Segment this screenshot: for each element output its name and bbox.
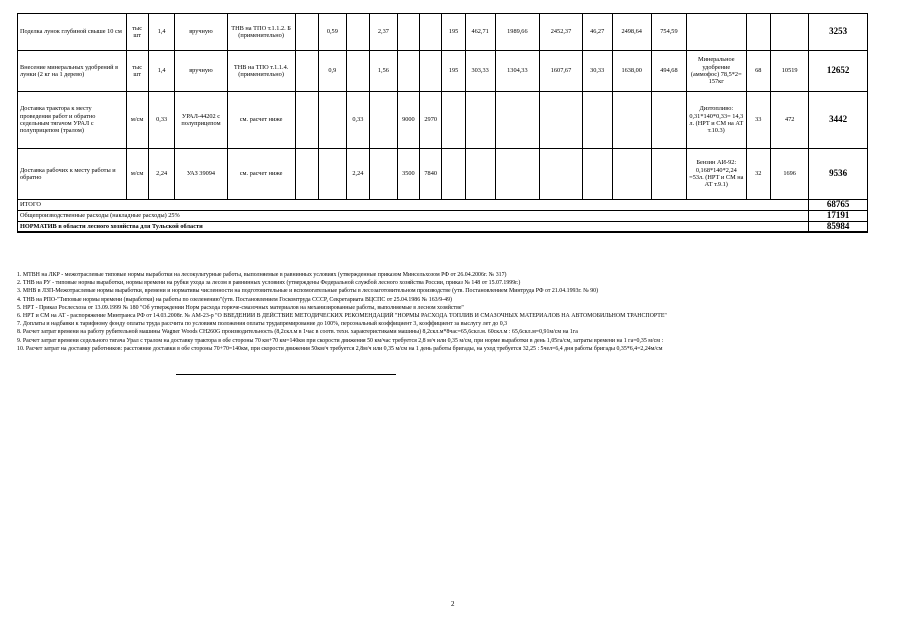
value-cell: 3500 (397, 149, 419, 200)
value-cell (651, 149, 686, 200)
itogo-value: 68765 (809, 200, 868, 211)
work-name: Внесение минеральных удобрений в лунки (2 кг на 1 дерево) (18, 51, 127, 92)
value-cell: 195 (442, 14, 465, 51)
value-cell (540, 149, 583, 200)
value-cell: 30,33 (582, 51, 612, 92)
value-cell (346, 51, 369, 92)
footnote: 5. НРТ - Приказ Рослесхоза от 13.09.1999 № 180 "Об утверждении Норм расхода горюче-смазочных материалов на механизированные работы, выполняемые в лесном хозяйстве" (17, 304, 464, 311)
value-cell: 472 (771, 92, 809, 149)
value-cell: 1,56 (370, 51, 398, 92)
value-cell (582, 92, 612, 149)
value-cell: 494,68 (651, 51, 686, 92)
value-cell: 0,59 (319, 14, 347, 51)
unit-cell: м/см (126, 149, 148, 200)
overhead-row (18, 211, 868, 222)
value-cell: 7840 (420, 149, 442, 200)
footnote: 3. МНВ в ЛЗП-Межотраслевые нормы выработки, времени и нормативы численности на подготовительные и вспомогательные работы в лесозаготовительном производстве (утв. Постановлением Минтруда РФ от 21.04.1993г. № 90) (17, 288, 599, 295)
value-cell (612, 149, 651, 200)
value-cell: 0,33 (346, 92, 369, 149)
unit-cell: тыс шт (126, 51, 148, 92)
method-cell: вручную (175, 51, 227, 92)
value-cell: 462,71 (465, 14, 495, 51)
work-name: Доставка рабочих к месту работы и обратно (18, 149, 127, 200)
value-cell (397, 14, 419, 51)
row-total: 3253 (809, 14, 868, 51)
norm-cell: ТНВ на ТПО т.1.1.4. (применительно) (227, 51, 295, 92)
table-row (18, 149, 868, 200)
value-cell (346, 14, 369, 51)
method-cell: УРАЛ-44202 с полуприцепом (175, 92, 227, 149)
unit-cell: м/см (126, 92, 148, 149)
footnote: 7. Доплаты и надбавки к тарифному фонду оплаты труда рассчита по условиям положения оплаты трудапремирование до 100%, персональный коэффициент 3, коэффициент за выслугу лет до 0,3 (17, 321, 508, 328)
overhead-value: 17191 (809, 211, 868, 222)
value-cell: 0,9 (319, 51, 347, 92)
table-row (18, 14, 868, 51)
value-cell: 303,33 (465, 51, 495, 92)
page-number: 2 (451, 600, 455, 608)
quantity-cell: 2,24 (148, 149, 175, 200)
footnote: 8. Расчет затрат времени на работу рубительной машины Wagner Woods CH260G производительность (8,2скл.м в 1час в соотв. техн. характеристиками машины) 8,2скл.м*8час=65,6скл.м. 60скл.м : 65,6скл.м=0,91м/см на 1га (17, 329, 578, 336)
norm-cell: ТНВ на ТПО т.1.1.2. Б (применительно) (227, 14, 295, 51)
value-cell: 1304,33 (495, 51, 540, 92)
footnote: 1. МТВН на ЛКР - межотраслевые типовые нормы выработки на лесокультурные работы, выполняемые в равнинных условиях (утвержденные приказом Минсельхозом РФ от 26.04.2006г. № 317) (17, 272, 507, 278)
row-total: 3442 (809, 92, 868, 149)
value-cell (397, 51, 419, 92)
unit-cell: тыс шт (126, 14, 148, 51)
value-cell: 46,27 (582, 14, 612, 51)
norm-cell: см. расчет ниже (227, 92, 295, 149)
footnote: 10. Расчет затрат на доставку работников: расстояние доставки в обе стороны 70+70=140км, при скорости движения 50км/ч требуется 2,8м/ч или 0,35 м/см на 1 день работы бригады, на уход требуется 32,25 : 5чел=6,4 дня работы бригады 0,35*6,4=2,24м/см (17, 345, 663, 352)
value-cell: 2970 (420, 92, 442, 149)
overhead-label: Общепроизводственные расходы (накладные расходы) 25% (18, 211, 809, 222)
row-total: 12652 (809, 51, 868, 92)
value-cell (370, 149, 398, 200)
material-cell: Бензин АИ-92: 0,168*140*2,24 =53л. (НРТ и СМ на АТ т.9.1) (687, 149, 747, 200)
value-cell: 1989,66 (495, 14, 540, 51)
norm-cell: см. расчет ниже (227, 149, 295, 200)
table-row (18, 51, 868, 92)
value-cell (465, 149, 495, 200)
work-name: Поделка лунок глубиной свыше 10 см (18, 14, 127, 51)
value-cell (442, 149, 465, 200)
divider-line (176, 374, 396, 375)
value-cell: 1607,67 (540, 51, 583, 92)
value-cell (495, 92, 540, 149)
value-cell (495, 149, 540, 200)
method-cell: вручную (175, 14, 227, 51)
quantity-cell: 1,4 (148, 14, 175, 51)
value-cell: 1696 (771, 149, 809, 200)
value-cell: 68 (746, 51, 770, 92)
value-cell (295, 149, 318, 200)
value-cell: 32 (746, 149, 770, 200)
value-cell: 10519 (771, 51, 809, 92)
value-cell (295, 92, 318, 149)
itogo-row (18, 200, 868, 211)
footnote: 9. Расчет затрат времени седельного тягача Урал с тралом на доставку трактора в обе стороны 70 км+70 км=140км при скорости движения 50 км/час требуется 2,8 м/ч или 0,35 м/см, при норме выработки в день 1,05га/см, затраты времени на 1 га=0,35 м/см : (17, 337, 664, 344)
value-cell (771, 14, 809, 51)
norm-row (18, 222, 868, 233)
value-cell: 2498,64 (612, 14, 651, 51)
norm-label: НОРМАТИВ в области лесного хозяйства для Тульской области (18, 222, 809, 233)
value-cell (319, 92, 347, 149)
value-cell (582, 149, 612, 200)
value-cell (540, 92, 583, 149)
footnotes (17, 271, 897, 353)
material-cell: Дизтопливо: 0,31*140*0,33= 14,3 л. (НРТ и СМ на АТ т.10.3) (687, 92, 747, 149)
value-cell (295, 51, 318, 92)
value-cell (465, 92, 495, 149)
row-total: 9536 (809, 149, 868, 200)
quantity-cell: 1,4 (148, 51, 175, 92)
value-cell: 195 (442, 51, 465, 92)
value-cell: 2,37 (370, 14, 398, 51)
table-row (18, 92, 868, 149)
value-cell: 754,59 (651, 14, 686, 51)
value-cell (442, 92, 465, 149)
footnote: 2. ТНВ на РУ - типовые нормы выработки, нормы времени на рубки ухода за лесом в равнинных условиях (утверждены Федеральной службой лесного хозяйства России, приказ № 148 от 15.07.1999г.) (17, 280, 521, 287)
footnote: 6. НРТ и СМ на АТ - распоряжение Минтранса РФ от 14.03.2008г. № АМ-23-р "О ВВЕДЕНИИ В ДЕЙСТВИЕ МЕТОДИЧЕСКИХ РЕКОМЕНДАЦИЙ "НОРМЫ РАСХОДА ТОПЛИВ И СМАЗОЧНЫХ МАТЕРИАЛОВ НА АВТОМОБИЛЬНОМ ТРАНСПОРТЕ" (17, 313, 667, 320)
cost-table (17, 13, 868, 233)
footnote: 4. ТНВ на РПО-"Типовые нормы времени (выработки) на работы по озеленению"(утв. Постановлением Госкомтруда СССР, Секретариата ВЦСПС от 25.04.1986 № 163/9-49) (17, 296, 452, 303)
work-name: Доставка трактора к месту проведения работ и обратно седельным тягачом УРАЛ с полуприцепом (тралом) (18, 92, 127, 149)
material-cell (687, 14, 747, 51)
value-cell (420, 14, 442, 51)
value-cell: 9000 (397, 92, 419, 149)
value-cell: 1638,00 (612, 51, 651, 92)
method-cell: УАЗ 39094 (175, 149, 227, 200)
value-cell (746, 14, 770, 51)
norm-value: 85984 (809, 222, 868, 233)
itogo-label: ИТОГО (18, 200, 809, 211)
value-cell (651, 92, 686, 149)
value-cell: 2,24 (346, 149, 369, 200)
value-cell (370, 92, 398, 149)
value-cell (295, 14, 318, 51)
quantity-cell: 0,33 (148, 92, 175, 149)
value-cell: 2452,37 (540, 14, 583, 51)
value-cell (612, 92, 651, 149)
material-cell: Минеральное удобрение (аммофос) 78,5*2= 157кг (687, 51, 747, 92)
value-cell (319, 149, 347, 200)
value-cell: 33 (746, 92, 770, 149)
value-cell (420, 51, 442, 92)
